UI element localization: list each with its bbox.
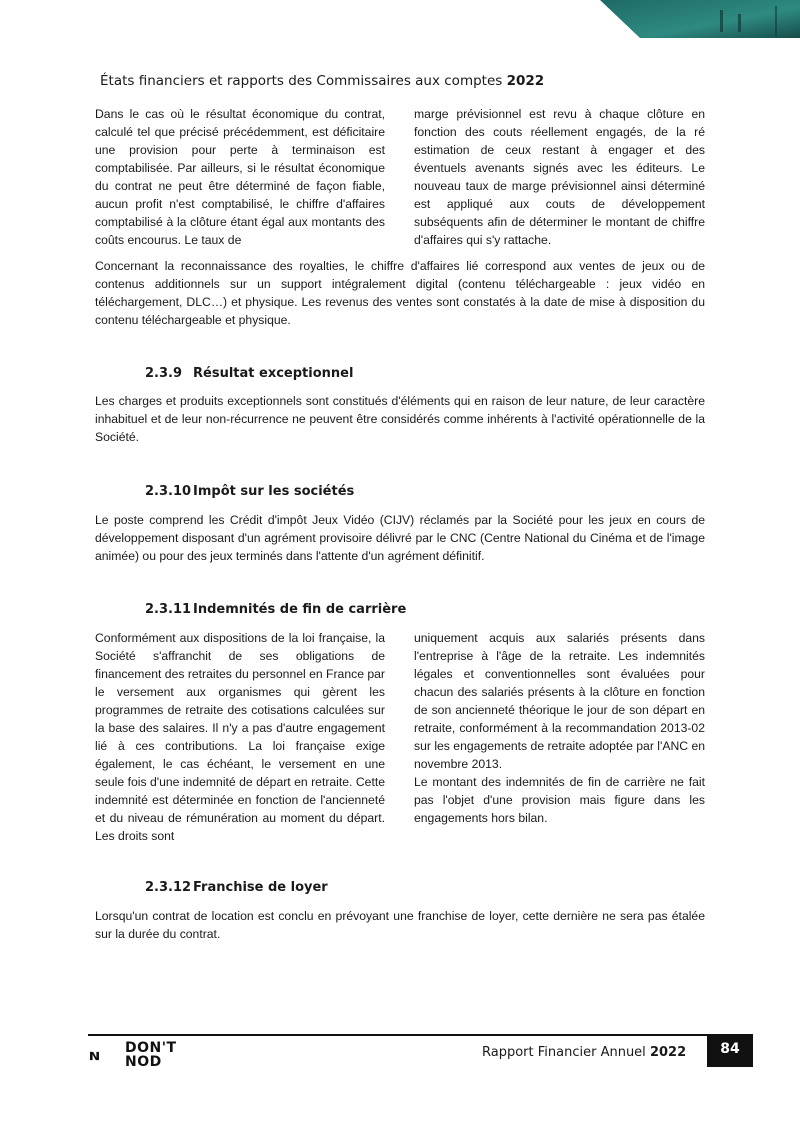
company-logo-text: DON'T NOD bbox=[125, 1040, 177, 1070]
header-title: États financiers et rapports des Commissaires aux comptes bbox=[100, 73, 503, 89]
footer-report-year: 2022 bbox=[649, 1045, 687, 1060]
page-number: 84 bbox=[707, 1035, 753, 1067]
section-heading-2-3-9 bbox=[145, 366, 353, 381]
section-heading-2-3-10 bbox=[145, 484, 354, 499]
section-heading-2-3-11 bbox=[145, 602, 406, 617]
section-title: Impôt sur les sociétés bbox=[193, 484, 355, 499]
dontnod-logo-icon bbox=[90, 1041, 122, 1071]
section-heading-2-3-12 bbox=[145, 880, 328, 895]
section-text-2-3-11-left: Conformément aux dispositions de la loi française, la Société s'affranchit de ses obligations de financement des retraites du personnel en France par le versement aux organismes qui gèrent les programmes de retraite des cotisations calculées sur la base des salaires. Il n'y a pas d'autre engagement lié à ces contributions. La loi française exige également, le cas échéant, le versement en une seule fois d'une indemnité de départ en retraite. Cette indemnité est déterminée en fonction de l'ancienneté et du niveau de rémunération au moment du départ. Les droits sont bbox=[95, 631, 385, 843]
page-header bbox=[100, 73, 544, 89]
section-text-2-3-11-right-2: Le montant des indemnités de fin de carrière ne fait pas l'objet d'une provision mais figure dans les engagements hors bilan. bbox=[414, 775, 705, 825]
footer-report-label: Rapport Financier Annuel bbox=[482, 1045, 646, 1060]
footer-rule bbox=[88, 1034, 753, 1036]
section-title: Franchise de loyer bbox=[193, 880, 328, 895]
section-text-2-3-9: Les charges et produits exceptionnels sont constitués d'éléments qui en raison de leur nature, de leur caractère inhabituel et de leur non-récurrence ne peuvent être considérés comme inhérents à l'activité opérationnelle de la Société. bbox=[95, 394, 705, 444]
intro-left-column: Dans le cas où le résultat économique du contrat, calculé tel que précisé précédemment, est déficitaire une provision pour perte à terminaison est comptabilisée. Par ailleurs, si le résultat économique du contrat ne peut être déterminé de façon fiable, aucun profit n'est comptabilisé, le chiffre d'affaires comptabilisé à la clôture étant égal aux montants des coûts encourus. Le taux de bbox=[95, 107, 385, 247]
section-number: 2.3.12 bbox=[145, 880, 192, 895]
header-year: 2022 bbox=[506, 73, 545, 89]
section-text-2-3-10: Le poste comprend les Crédit d'impôt Jeux Vidéo (CIJV) réclamés par la Société pour les jeux en cours de développement disposant d'un agrément provisoire délivré par le CNC (Centre National du Cinéma et de l'image animée) ou pour des jeux terminés dans l'attente d'un agrément définitif. bbox=[95, 513, 705, 563]
royalties-paragraph: Concernant la reconnaissance des royalties, le chiffre d'affaires lié correspond aux ventes de jeux ou de contenus additionnels sur un support intégralement digital (contenu téléchargeable : jeux vidéo en téléchargement, DLC…) et physique. Les revenus des ventes sont constatés à la date de mise à disposition du contenu téléchargeable et physique. bbox=[95, 259, 705, 327]
section-title: Indemnités de fin de carrière bbox=[193, 602, 407, 617]
intro-right-column: marge prévisionnel est revu à chaque clôture en fonction des couts réellement engagés, de la ré estimation de ceux restant à engager et des éventuels avenants signés avec les éditeurs. Le nouveau taux de marge prévisionnel ainsi déterminé est appliqué aux couts de développement subséquents afin de déterminer le montant de chiffre d'affaires qui s'y rattache. bbox=[414, 107, 705, 247]
section-text-2-3-11-right: uniquement acquis aux salariés présents dans l'entreprise à l'âge de la retraite. Les indemnités légales et conventionnelles sont évaluées pour chacun des salariés présents à la clôture en fonction de son ancienneté théorique le jour de son départ en retraite, conformément à la recommandation 2013-02 sur les engagements de retraite adoptée par l'ANC en novembre 2013. bbox=[414, 631, 705, 771]
section-number: 2.3.11 bbox=[145, 602, 192, 617]
section-number: 2.3.10 bbox=[145, 484, 192, 499]
footer-report-title bbox=[482, 1045, 686, 1060]
section-text-2-3-12: Lorsqu'un contrat de location est conclu en prévoyant une franchise de loyer, cette dernière ne sera pas étalée sur la durée du contrat. bbox=[95, 909, 705, 941]
section-title: Résultat exceptionnel bbox=[193, 366, 354, 381]
section-number: 2.3.9 bbox=[145, 366, 183, 381]
header-photo-banner bbox=[600, 0, 800, 38]
